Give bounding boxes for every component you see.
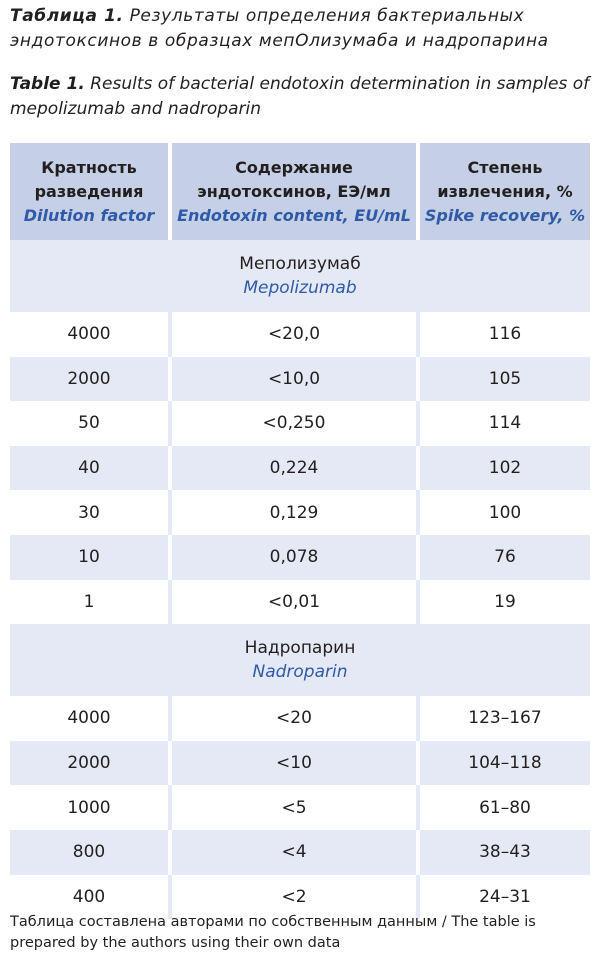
table-caption-en bbox=[10, 72, 592, 122]
cell-endotoxin-content: <2 bbox=[170, 875, 418, 920]
header-endotoxin-en: Endotoxin content, EU/mL bbox=[177, 205, 411, 225]
header-dilution-en: Dilution factor bbox=[23, 205, 155, 225]
section-title-en: Nadroparin bbox=[252, 662, 348, 683]
cell-dilution-factor: 2000 bbox=[10, 741, 170, 786]
cell-dilution-factor: 4000 bbox=[10, 696, 170, 741]
table-row bbox=[10, 490, 590, 535]
caption-en-label: Table 1. bbox=[10, 74, 85, 94]
section-row bbox=[10, 624, 590, 696]
table-row bbox=[10, 741, 590, 786]
cell-endotoxin-content: 0,129 bbox=[170, 490, 418, 535]
table-row bbox=[10, 535, 590, 580]
header-endotoxin-ru-line1: Содержание bbox=[235, 157, 353, 177]
cell-endotoxin-content: <10,0 bbox=[170, 357, 418, 402]
cell-spike-recovery: 105 bbox=[418, 357, 590, 402]
section-title bbox=[10, 240, 590, 312]
cell-spike-recovery: 100 bbox=[418, 490, 590, 535]
cell-endotoxin-content: 0,078 bbox=[170, 535, 418, 580]
table-row bbox=[10, 785, 590, 830]
header-dilution-factor bbox=[10, 143, 170, 240]
cell-spike-recovery: 123–167 bbox=[418, 696, 590, 741]
cell-spike-recovery: 102 bbox=[418, 446, 590, 491]
table-row bbox=[10, 696, 590, 741]
section-title-en: Mepolizumab bbox=[243, 278, 357, 298]
table-footnote: Таблица составлена авторами по собственным данным / The table is prepared by the authors using their own data bbox=[10, 914, 536, 951]
header-dilution-ru-line2: разведения bbox=[34, 181, 144, 201]
table-body bbox=[10, 240, 590, 919]
cell-endotoxin-content: <4 bbox=[170, 830, 418, 875]
table-row bbox=[10, 830, 590, 875]
header-recovery-en: Spike recovery, % bbox=[424, 205, 586, 225]
cell-endotoxin-content: <0,01 bbox=[170, 580, 418, 625]
header-dilution-ru-line1: Кратность bbox=[41, 157, 137, 177]
cell-dilution-factor: 2000 bbox=[10, 357, 170, 402]
table-row bbox=[10, 446, 590, 491]
section-title-ru: Надропарин bbox=[244, 638, 356, 659]
header-endotoxin-ru-line2: эндотоксинов, ЕЭ/мл bbox=[197, 181, 391, 201]
header-recovery-ru-line2: извлечения, % bbox=[437, 181, 573, 201]
cell-endotoxin-content: <0,250 bbox=[170, 401, 418, 446]
cell-dilution-factor: 1 bbox=[10, 580, 170, 625]
cell-spike-recovery: 19 bbox=[418, 580, 590, 625]
table-row bbox=[10, 357, 590, 402]
cell-dilution-factor: 50 bbox=[10, 401, 170, 446]
cell-spike-recovery: 61–80 bbox=[418, 785, 590, 830]
cell-dilution-factor: 400 bbox=[10, 875, 170, 920]
caption-ru-text: Результаты определения бактериальных эндотоксинов в образцах мепОлизумаба и надропарина bbox=[10, 6, 549, 51]
table-row bbox=[10, 312, 590, 357]
table-header bbox=[10, 143, 590, 240]
cell-dilution-factor: 10 bbox=[10, 535, 170, 580]
cell-dilution-factor: 30 bbox=[10, 490, 170, 535]
table-row bbox=[10, 580, 590, 625]
cell-spike-recovery: 114 bbox=[418, 401, 590, 446]
results-table bbox=[10, 143, 590, 919]
cell-endotoxin-content: <20 bbox=[170, 696, 418, 741]
cell-spike-recovery: 24–31 bbox=[418, 875, 590, 920]
table-caption-ru bbox=[10, 4, 592, 54]
cell-endotoxin-content: <20,0 bbox=[170, 312, 418, 357]
section-title-ru: Меполизумаб bbox=[239, 254, 361, 274]
cell-endotoxin-content: <5 bbox=[170, 785, 418, 830]
table-row bbox=[10, 401, 590, 446]
caption-ru-label: Таблица 1. bbox=[10, 6, 124, 26]
cell-endotoxin-content: <10 bbox=[170, 741, 418, 786]
cell-dilution-factor: 40 bbox=[10, 446, 170, 491]
header-spike-recovery bbox=[418, 143, 590, 240]
cell-spike-recovery: 76 bbox=[418, 535, 590, 580]
cell-spike-recovery: 116 bbox=[418, 312, 590, 357]
cell-spike-recovery: 104–118 bbox=[418, 741, 590, 786]
section-title bbox=[10, 624, 590, 696]
cell-dilution-factor: 1000 bbox=[10, 785, 170, 830]
cell-dilution-factor: 4000 bbox=[10, 312, 170, 357]
section-row bbox=[10, 240, 590, 312]
cell-dilution-factor: 800 bbox=[10, 830, 170, 875]
cell-spike-recovery: 38–43 bbox=[418, 830, 590, 875]
caption-en-text: Results of bacterial endotoxin determination in samples of mepolizumab and nadroparin bbox=[10, 74, 590, 119]
cell-endotoxin-content: 0,224 bbox=[170, 446, 418, 491]
header-endotoxin-content bbox=[170, 143, 418, 240]
header-recovery-ru-line1: Степень bbox=[467, 157, 543, 177]
